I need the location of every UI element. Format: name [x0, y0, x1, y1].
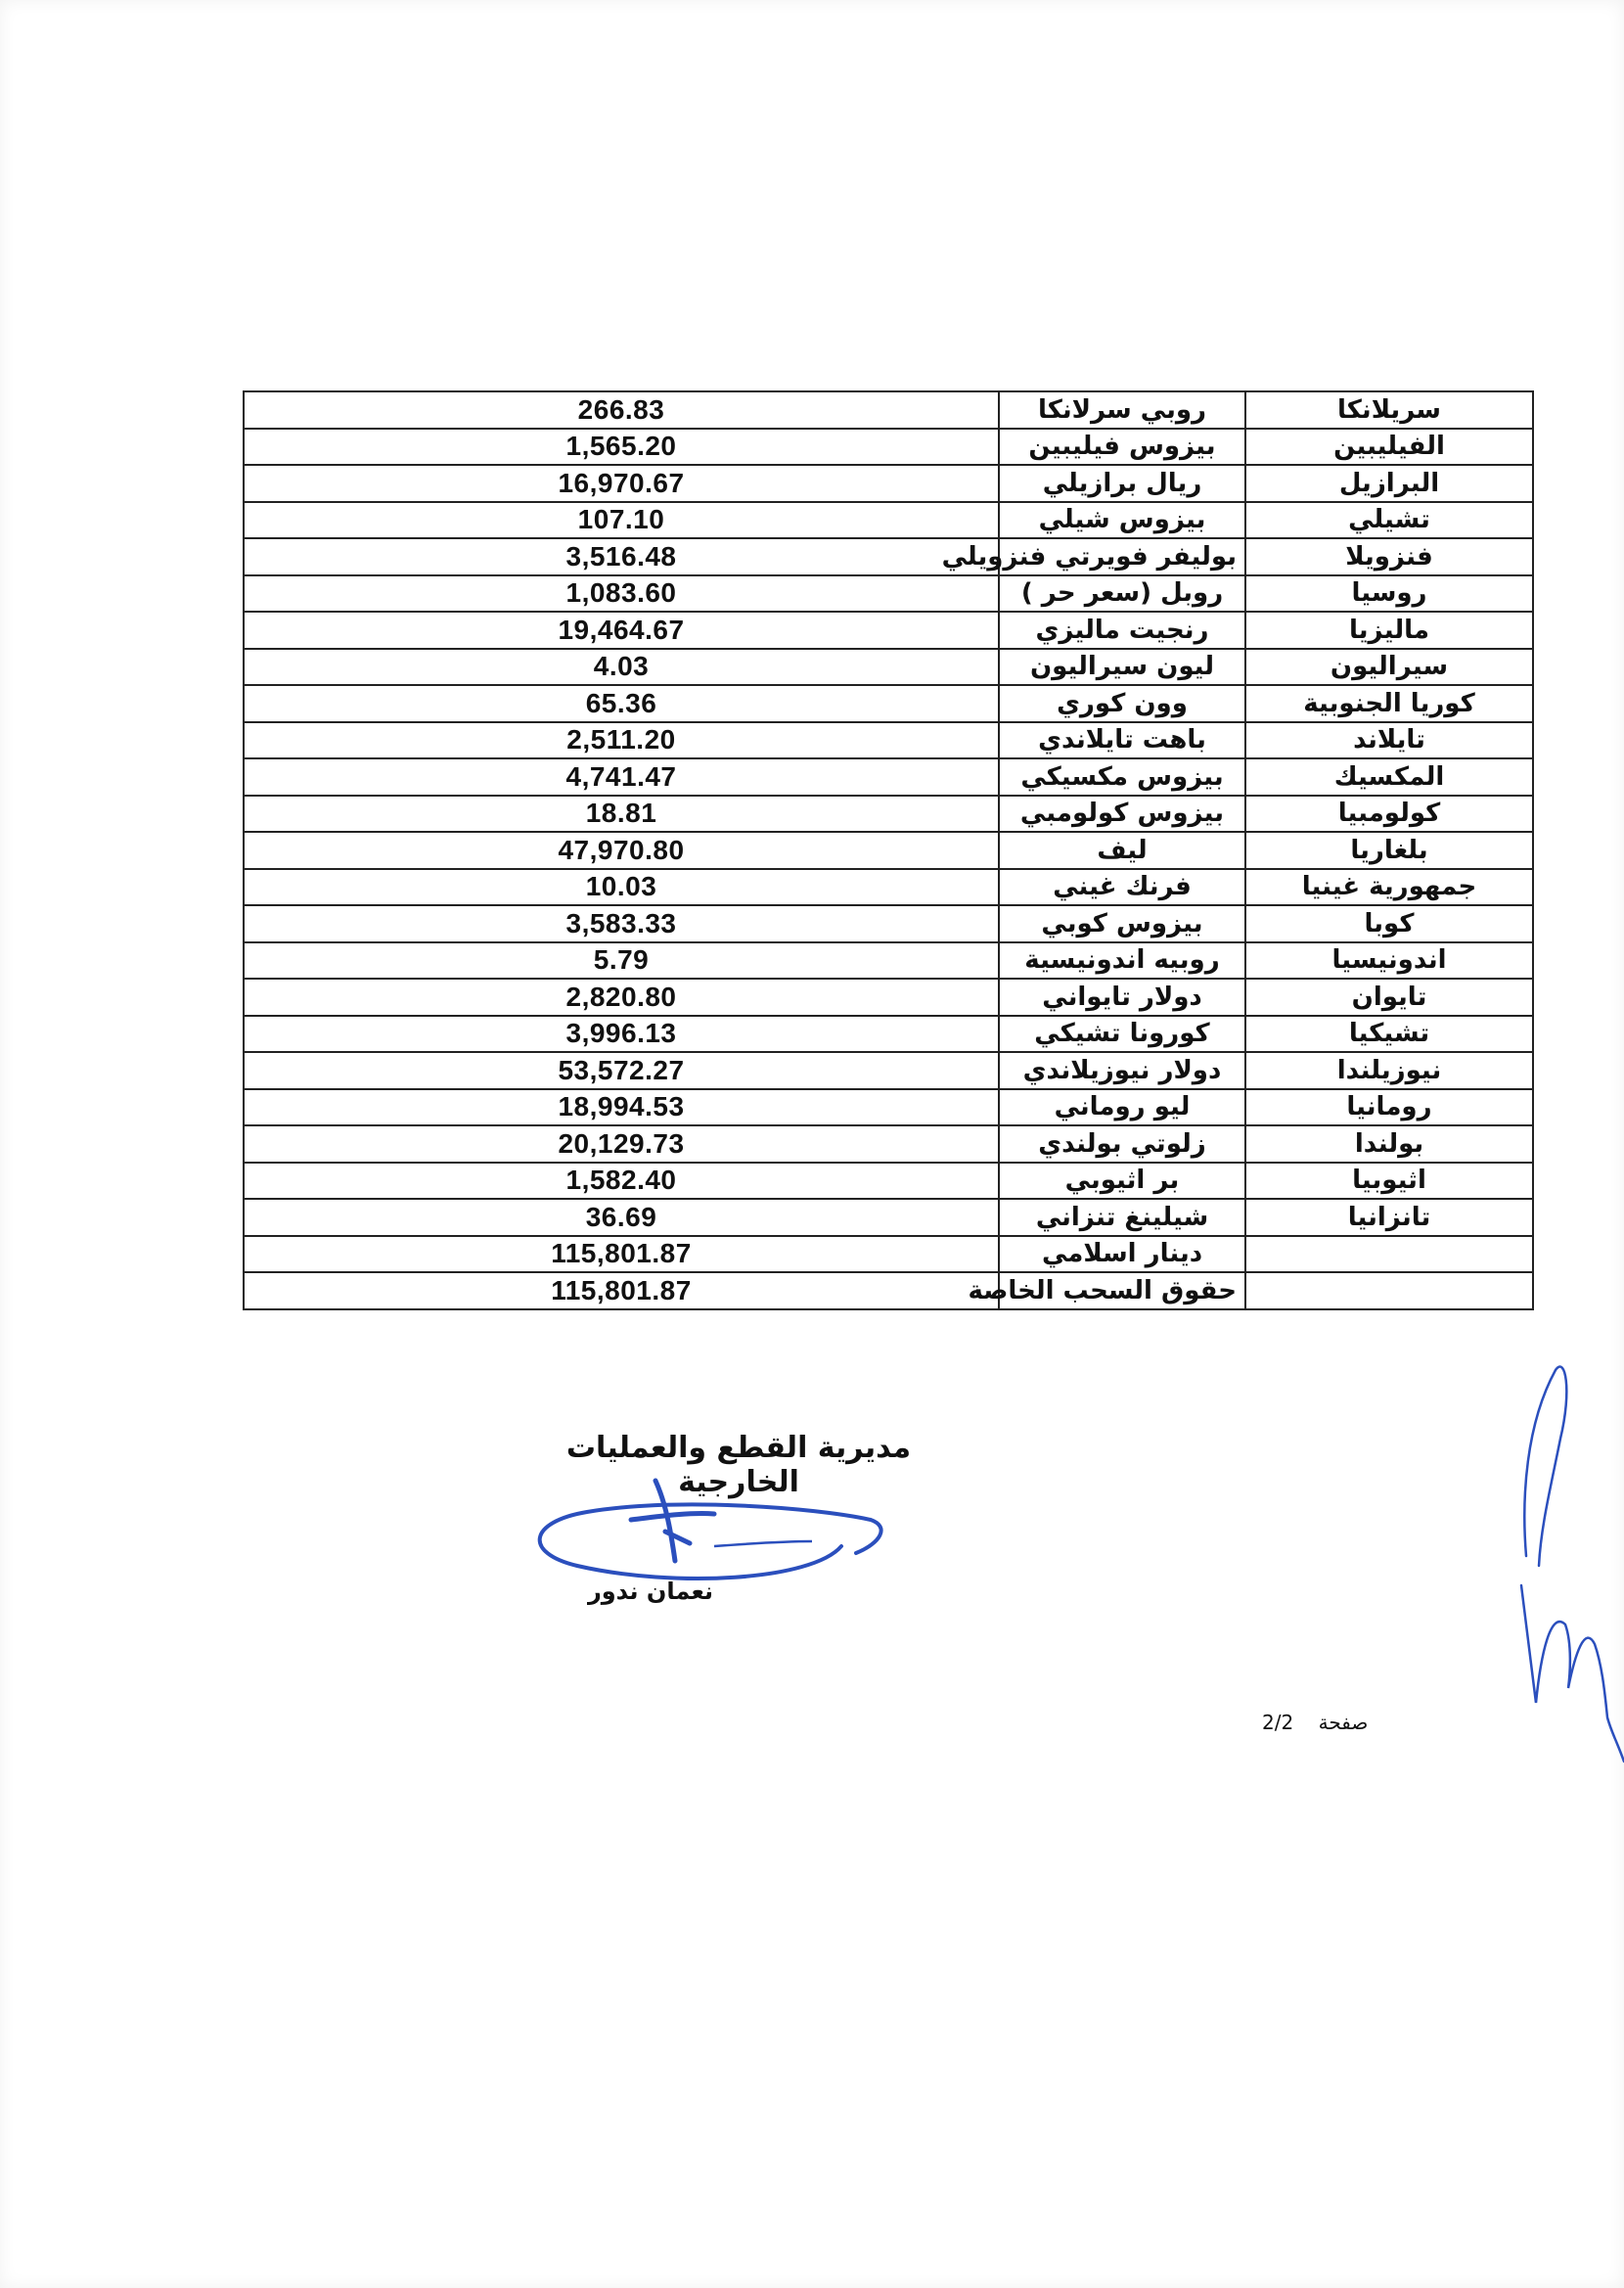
country-name: تشيكيا [1245, 1016, 1533, 1053]
signature-tail [714, 1541, 812, 1546]
exchange-rate-table [243, 390, 1534, 1310]
table-row [244, 465, 1533, 502]
country-name: ماليزيا [1245, 612, 1533, 649]
table-row [244, 685, 1533, 722]
country-name: فنزويلا [1245, 538, 1533, 575]
rate-value: 18.81 [244, 796, 999, 833]
country-name [1245, 1236, 1533, 1273]
table-row [244, 1016, 1533, 1053]
table-row [244, 649, 1533, 686]
rate-value: 2,511.20 [244, 722, 999, 759]
initials-stroke-upper [1524, 1366, 1566, 1566]
table-body [244, 391, 1533, 1309]
country-name: اثيوبيا [1245, 1163, 1533, 1200]
rate-value: 3,516.48 [244, 538, 999, 575]
signature-mark [519, 1473, 890, 1590]
country-name: تانزانيا [1245, 1199, 1533, 1236]
directorate-title: مديرية القطع والعمليات الخارجية [565, 1431, 912, 1499]
country-name: كولومبيا [1245, 796, 1533, 833]
country-name: البرازيل [1245, 465, 1533, 502]
country-name: المكسيك [1245, 758, 1533, 796]
country-name: رومانيا [1245, 1089, 1533, 1126]
rate-value: 19,464.67 [244, 612, 999, 649]
country-name: الفيليبين [1245, 429, 1533, 466]
rate-value: 266.83 [244, 391, 999, 429]
currency-name: ليف [999, 832, 1245, 869]
currency-name: حقوق السحب الخاصة [999, 1272, 1245, 1309]
currency-name: رنجيت ماليزي [999, 612, 1245, 649]
rate-value: 3,996.13 [244, 1016, 999, 1053]
table-row [244, 722, 1533, 759]
table-row [244, 575, 1533, 613]
rate-value: 115,801.87 [244, 1236, 999, 1273]
page-label: صفحة [1318, 1711, 1369, 1734]
rate-value: 10.03 [244, 869, 999, 906]
rate-value: 5.79 [244, 942, 999, 980]
country-name: اندونيسيا [1245, 942, 1533, 980]
margin-initials [1482, 1331, 1624, 1742]
currency-name: دينار اسلامي [999, 1236, 1245, 1273]
currency-name: بيزوس كوبي [999, 905, 1245, 942]
country-name [1245, 1272, 1533, 1309]
country-name: جمهورية غينيا [1245, 869, 1533, 906]
table-row [244, 832, 1533, 869]
rate-value: 1,083.60 [244, 575, 999, 613]
rate-value: 20,129.73 [244, 1125, 999, 1163]
country-name: تايوان [1245, 979, 1533, 1016]
signer-name: نعمان ندور [587, 1578, 714, 1605]
rate-value: 1,565.20 [244, 429, 999, 466]
table-row [244, 758, 1533, 796]
table-row [244, 869, 1533, 906]
currency-name: بيزوس شيلي [999, 502, 1245, 539]
currency-name: بر اثيوبي [999, 1163, 1245, 1200]
rate-value: 47,970.80 [244, 832, 999, 869]
table-row [244, 1125, 1533, 1163]
initials-stroke-lower [1521, 1585, 1624, 1762]
table-row [244, 796, 1533, 833]
rate-value: 4.03 [244, 649, 999, 686]
table-row [244, 905, 1533, 942]
table-row [244, 391, 1533, 429]
signature-stroke [631, 1481, 714, 1561]
rate-value: 16,970.67 [244, 465, 999, 502]
country-name: سريلانكا [1245, 391, 1533, 429]
rate-value: 65.36 [244, 685, 999, 722]
country-name: تشيلي [1245, 502, 1533, 539]
currency-name: بيزوس فيليبين [999, 429, 1245, 466]
table-row [244, 1272, 1533, 1309]
country-name: كوبا [1245, 905, 1533, 942]
page-count: 2/2 [1262, 1711, 1294, 1734]
rate-value: 36.69 [244, 1199, 999, 1236]
currency-name: دولار تايواني [999, 979, 1245, 1016]
currency-name: كورونا تشيكي [999, 1016, 1245, 1053]
currency-name: روبيه اندونيسية [999, 942, 1245, 980]
currency-name: وون كوري [999, 685, 1245, 722]
rate-value: 2,820.80 [244, 979, 999, 1016]
rate-value: 115,801.87 [244, 1272, 999, 1309]
country-name: بولندا [1245, 1125, 1533, 1163]
table-row [244, 1052, 1533, 1089]
country-name: بلغاريا [1245, 832, 1533, 869]
table-row [244, 538, 1533, 575]
table-row [244, 979, 1533, 1016]
rate-value: 1,582.40 [244, 1163, 999, 1200]
currency-name: بوليفر فويرتي فنزويلي [999, 538, 1245, 575]
rate-value: 4,741.47 [244, 758, 999, 796]
rate-value: 107.10 [244, 502, 999, 539]
table-row [244, 1236, 1533, 1273]
table-row [244, 1199, 1533, 1236]
country-name: نيوزيلندا [1245, 1052, 1533, 1089]
rate-value: 3,583.33 [244, 905, 999, 942]
table-row [244, 1163, 1533, 1200]
currency-name: ريال برازيلي [999, 465, 1245, 502]
table-row [244, 1089, 1533, 1126]
table-row [244, 612, 1533, 649]
page-number [1262, 1711, 1368, 1734]
currency-name: دولار نيوزيلاندي [999, 1052, 1245, 1089]
currency-name: ليون سيراليون [999, 649, 1245, 686]
currency-name: زلوتي بولندي [999, 1125, 1245, 1163]
country-name: تايلاند [1245, 722, 1533, 759]
rate-value: 53,572.27 [244, 1052, 999, 1089]
table-row [244, 429, 1533, 466]
country-name: روسيا [1245, 575, 1533, 613]
currency-name: شيلينغ تنزاني [999, 1199, 1245, 1236]
currency-name: بيزوس كولومبي [999, 796, 1245, 833]
table-row [244, 942, 1533, 980]
currency-name: فرنك غيني [999, 869, 1245, 906]
currency-name: روبي سرلانكا [999, 391, 1245, 429]
currency-name: بيزوس مكسيكي [999, 758, 1245, 796]
country-name: كوريا الجنوبية [1245, 685, 1533, 722]
rate-value: 18,994.53 [244, 1089, 999, 1126]
currency-name: باهت تايلاندي [999, 722, 1245, 759]
table-row [244, 502, 1533, 539]
currency-name: ليو روماني [999, 1089, 1245, 1126]
currency-name: روبل (سعر حر ) [999, 575, 1245, 613]
country-name: سيراليون [1245, 649, 1533, 686]
